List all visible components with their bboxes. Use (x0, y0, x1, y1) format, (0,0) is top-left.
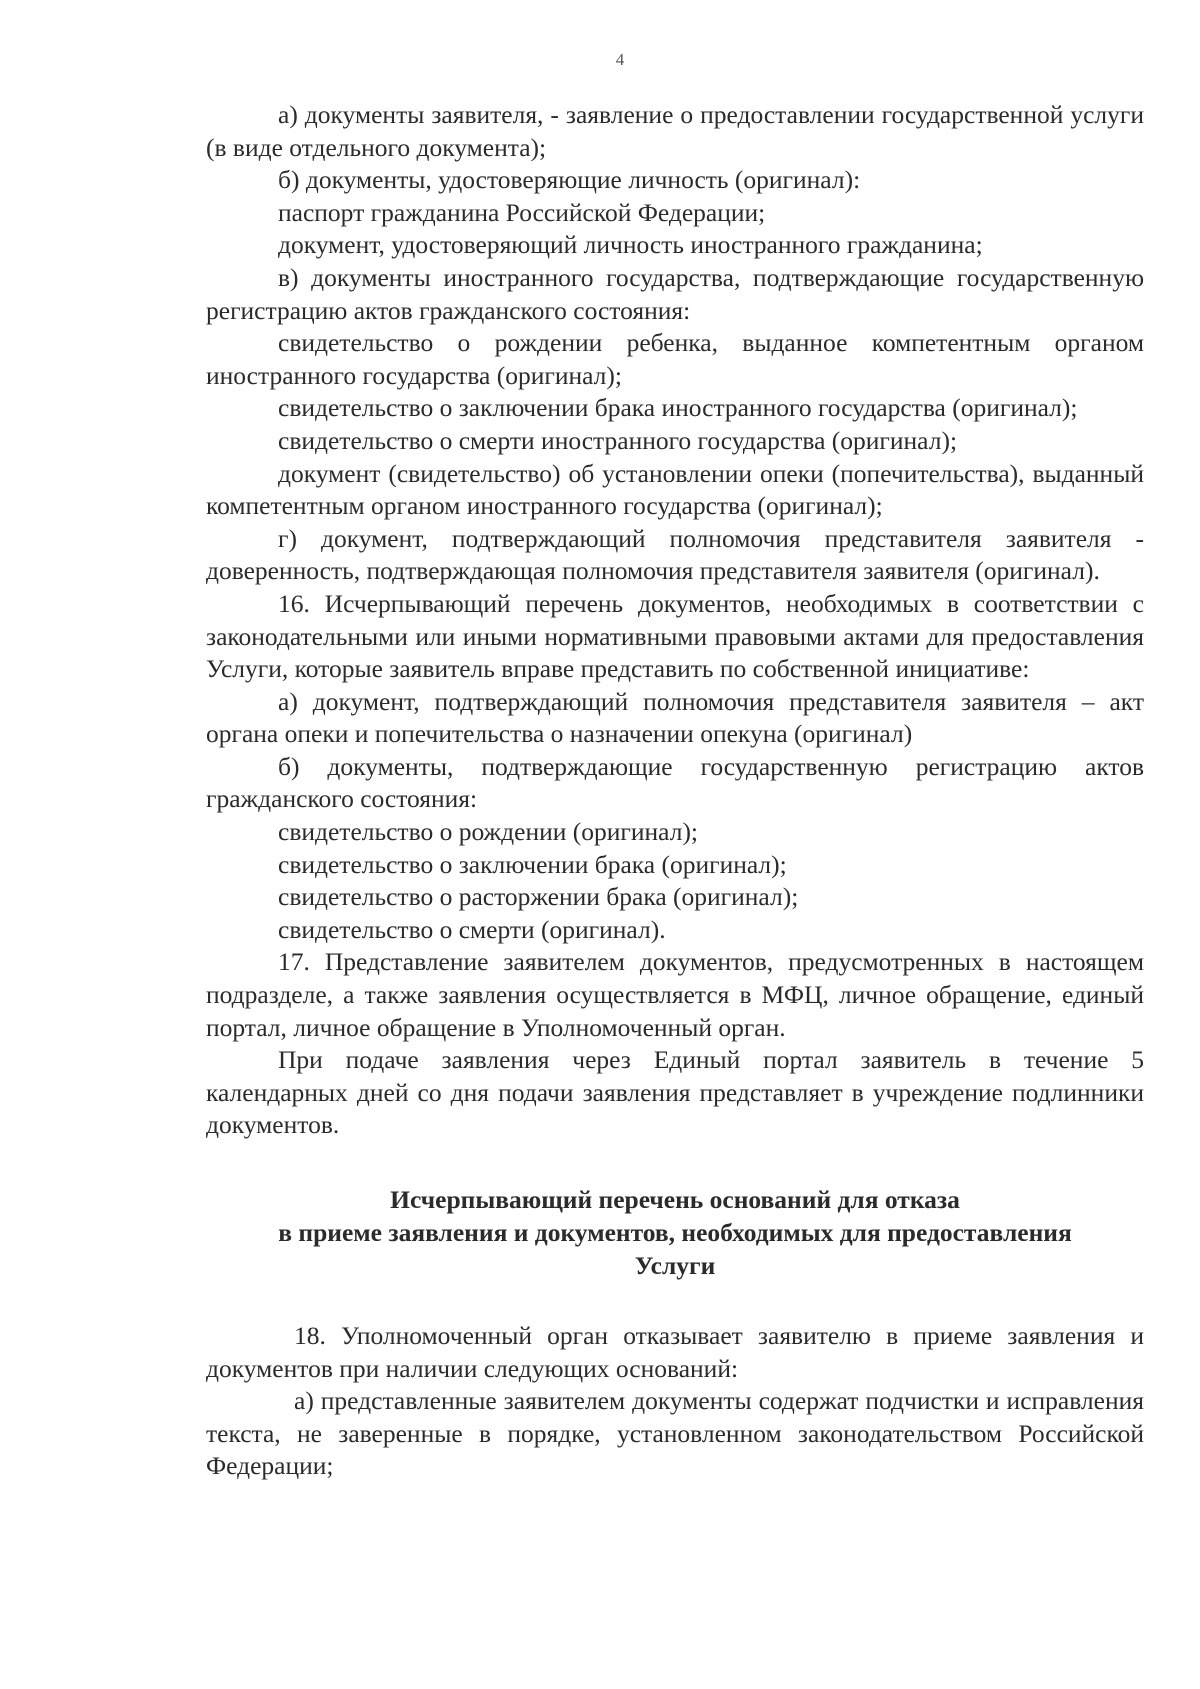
list-item-guardianship-certificate: документ (свидетельство) об установлении опеки (попечительства), выданный компетентным органом иностранного государства (оригинал); (206, 458, 1144, 521)
document-body (206, 99, 1144, 1483)
paragraph-17: 17. Представление заявителем документов, предусмотренных в настоящем подразделе, а также заявления осуществляется в МФЦ, личное обращение, единый портал, личное обращение в Уполномоченный орган. (206, 947, 1144, 1042)
list-item-guardianship-act: а) документ, подтверждающий полномочия представителя заявителя – акт органа опеки и попечительства о назначении опекуна (оригинал) (206, 686, 1144, 749)
paragraph-civil-registration-documents: б) документы, подтверждающие государственную регистрацию актов гражданского состояния: (206, 751, 1144, 814)
list-item-passport: паспорт гражданина Российской Федерации; (278, 197, 766, 227)
list-item-corrections: а) представленные заявителем документы содержат подчистки и исправления текста, не заверенные в порядке, установленном законодательством Российской Федерации; (206, 1386, 1144, 1481)
section-heading (206, 1183, 1144, 1282)
paragraph-portal-submission: При подаче заявления через Единый портал заявитель в течение 5 календарных дней со дня подачи заявления представляет в учреждение подлинники документов. (206, 1045, 1144, 1140)
paragraph-identity-documents: б) документы, удостоверяющие личность (оригинал): (278, 165, 861, 195)
paragraph-18: 18. Уполномоченный орган отказывает заявителю в приеме заявления и документов при наличии следующих оснований: (206, 1321, 1144, 1383)
list-item-marriage-certificate: свидетельство о заключении брака (оригинал); (278, 849, 787, 879)
list-item-birth-certificate: свидетельство о рождении (оригинал); (278, 817, 699, 847)
paragraph-16: 16. Исчерпывающий перечень документов, необходимых в соответствии с законодательными или иными нормативными правовыми актами для предоставления Услуги, которые заявитель вправе представить по собственной инициативе: (206, 588, 1144, 684)
section-heading-line-2: в приеме заявления и документов, необходимых для предоставления (278, 1218, 1072, 1247)
list-item-marriage-certificate-foreign: свидетельство о заключении брака иностранного государства (оригинал); (278, 393, 1078, 423)
paragraph-power-of-attorney: г) документ, подтверждающий полномочия представителя заявителя - доверенность, подтверждающая полномочия представителя заявителя (оригинал). (206, 523, 1144, 586)
list-item-death-certificate-foreign: свидетельство о смерти иностранного государства (оригинал); (278, 425, 958, 455)
paragraph-applicant-documents: а) документы заявителя, - заявление о предоставлении государственной услуги (в виде отдельного документа); (206, 100, 1144, 162)
paragraph-foreign-civil-documents: в) документы иностранного государства, подтверждающие государственную регистрацию актов гражданского состояния: (206, 262, 1144, 325)
section-heading-line-1: Исчерпывающий перечень оснований для отказа (390, 1185, 960, 1214)
list-item-birth-certificate-foreign: свидетельство о рождении ребенка, выданное компетентным органом иностранного государства (оригинал); (206, 328, 1144, 390)
page-number: 4 (615, 50, 625, 69)
section-heading-line-3: Услуги (634, 1251, 716, 1280)
list-item-divorce-certificate: свидетельство о расторжении брака (оригинал); (278, 882, 799, 912)
list-item-death-certificate: свидетельство о смерти (оригинал). (278, 914, 666, 944)
list-item-foreign-id: документ, удостоверяющий личность иностранного гражданина; (278, 230, 983, 260)
